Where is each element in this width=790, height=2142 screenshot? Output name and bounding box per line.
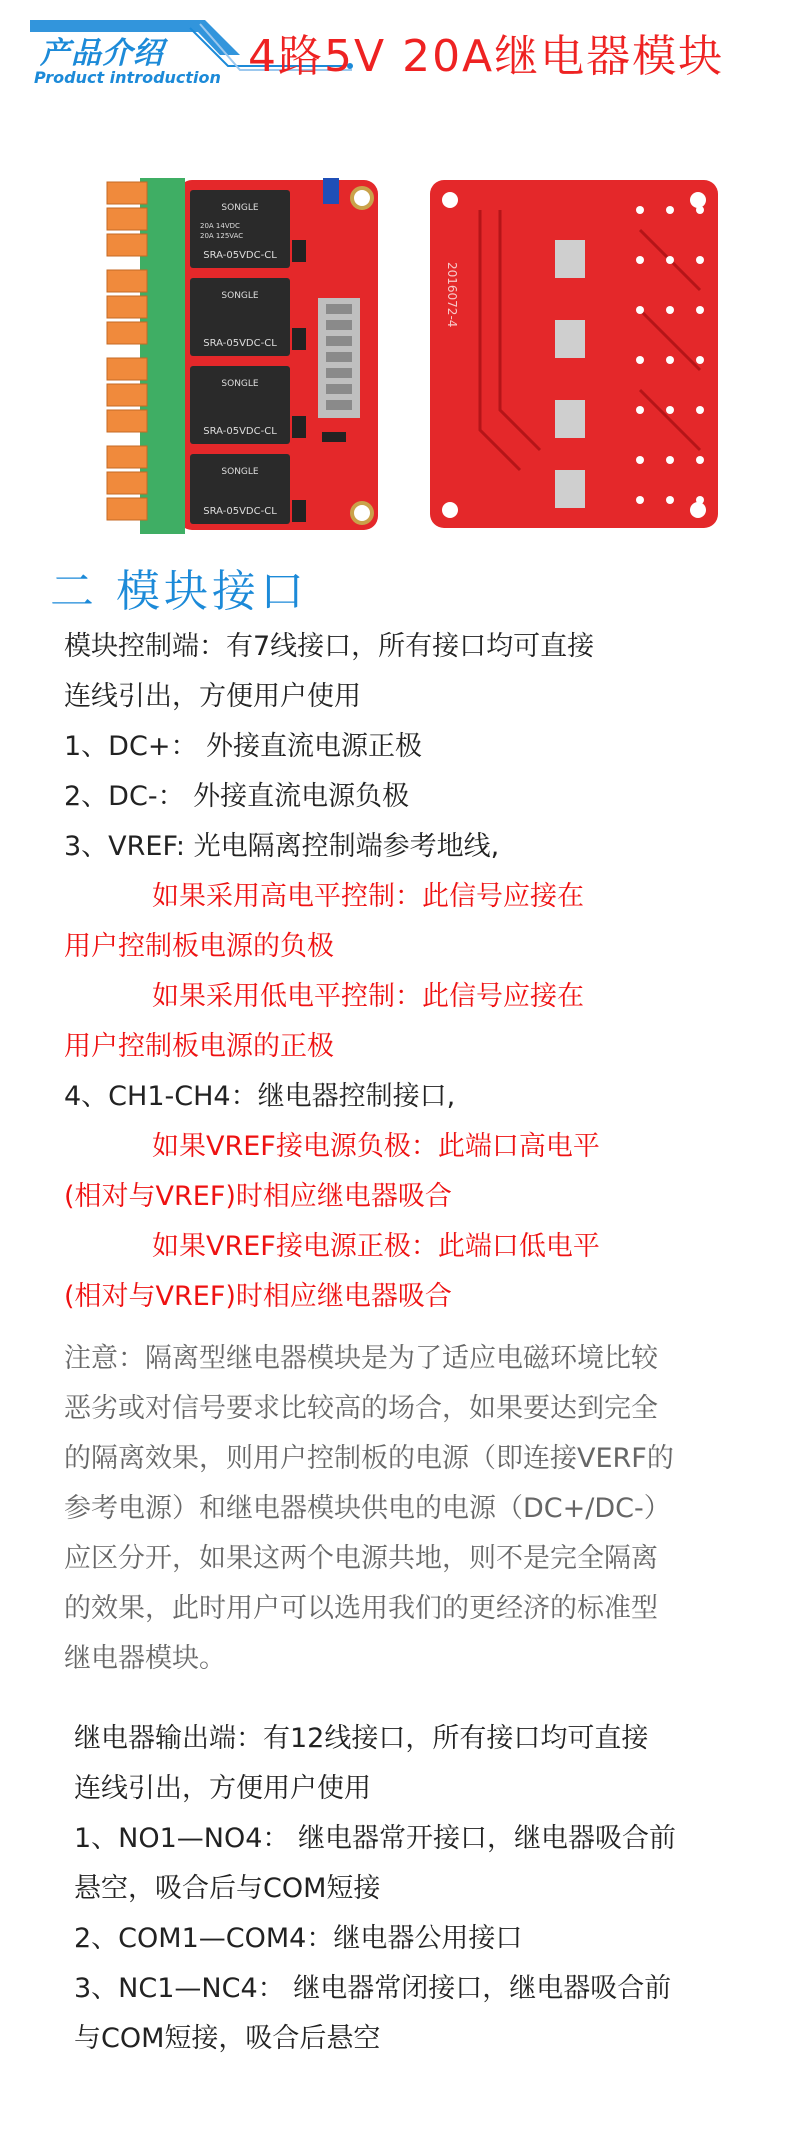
- note-line-6: 的效果，此时用户可以选用我们的更经济的标准型: [64, 1593, 658, 1624]
- ch-neg-note-1: 如果VREF接电源负极：此端口高电平: [152, 1131, 600, 1162]
- control-item-ch: 4、CH1-CH4：继电器控制接口,: [64, 1081, 456, 1112]
- svg-text:SRA-05VDC-CL: SRA-05VDC-CL: [203, 250, 277, 261]
- vref-high-note-1: 如果采用高电平控制：此信号应接在: [152, 881, 584, 912]
- svg-text:SRA-05VDC-CL: SRA-05VDC-CL: [203, 506, 277, 517]
- ch-neg-note-2: (相对与VREF)时相应继电器吸合: [64, 1181, 452, 1212]
- svg-text:SONGLE: SONGLE: [221, 203, 259, 213]
- svg-text:SRA-05VDC-CL: SRA-05VDC-CL: [203, 338, 277, 349]
- relay-board-front-photo: [107, 178, 378, 534]
- control-item-vref: 3、VREF: 光电隔离控制端参考地线,: [64, 831, 500, 862]
- svg-text:2016072-4: 2016072-4: [445, 262, 459, 328]
- svg-text:SRA-05VDC-CL: SRA-05VDC-CL: [203, 426, 277, 437]
- relay-board-back-photo: [430, 180, 718, 528]
- note-line-4: 参考电源）和继电器模块供电的电源（DC+/DC-）: [64, 1493, 671, 1524]
- output-item-nc-2: 与COM短接，吸合后悬空: [74, 2023, 381, 2054]
- ch-pos-note-1: 如果VREF接电源正极：此端口低电平: [152, 1231, 600, 1262]
- brand-title-cn: 产品介绍: [40, 36, 164, 71]
- note-line-5: 应区分开，如果这两个电源共地，则不是完全隔离: [64, 1543, 658, 1574]
- output-item-no-2: 悬空，吸合后与COM短接: [74, 1873, 381, 1904]
- note-line-1: 注意：隔离型继电器模块是为了适应电磁环境比较: [64, 1343, 658, 1374]
- svg-text:SONGLE: SONGLE: [221, 379, 259, 389]
- note-line-3: 的隔离效果，则用户控制板的电源（即连接VERF的: [64, 1443, 674, 1474]
- brand-title-en: Product introduction: [34, 68, 221, 87]
- note-line-7: 继电器模块。: [64, 1643, 226, 1674]
- section-title: 二 模块接口: [50, 566, 308, 617]
- output-item-com: 2、COM1—COM4：继电器公用接口: [74, 1923, 523, 1954]
- svg-text:SONGLE: SONGLE: [221, 291, 259, 301]
- vref-low-note-2: 用户控制板电源的正极: [64, 1031, 334, 1062]
- ch-pos-note-2: (相对与VREF)时相应继电器吸合: [64, 1281, 452, 1312]
- page-title: 4路5V 20A继电器模块: [248, 31, 725, 82]
- note-line-2: 恶劣或对信号要求比较高的场合，如果要达到完全: [64, 1393, 658, 1424]
- output-intro-line-1: 继电器输出端：有12线接口，所有接口均可直接: [74, 1723, 649, 1754]
- product-photos: [0, 170, 790, 540]
- svg-text:SONGLE: SONGLE: [221, 467, 259, 477]
- control-item-dc-plus: 1、DC+： 外接直流电源正极: [64, 731, 423, 762]
- vref-high-note-2: 用户控制板电源的负极: [64, 931, 334, 962]
- header-banner: [0, 0, 790, 100]
- output-item-no-1: 1、NO1—NO4： 继电器常开接口，继电器吸合前: [74, 1823, 677, 1854]
- control-item-dc-minus: 2、DC-： 外接直流电源负极: [64, 781, 410, 812]
- output-intro-line-2: 连线引出，方便用户使用: [74, 1773, 371, 1804]
- control-intro-line-2: 连线引出，方便用户使用: [64, 681, 361, 712]
- svg-text:20A 125VAC: 20A 125VAC: [200, 232, 244, 240]
- vref-low-note-1: 如果采用低电平控制：此信号应接在: [152, 981, 584, 1012]
- output-item-nc-1: 3、NC1—NC4： 继电器常闭接口，继电器吸合前: [74, 1973, 672, 2004]
- svg-text:20A 14VDC: 20A 14VDC: [200, 222, 240, 230]
- control-intro-line-1: 模块控制端：有7线接口，所有接口均可直接: [64, 631, 595, 662]
